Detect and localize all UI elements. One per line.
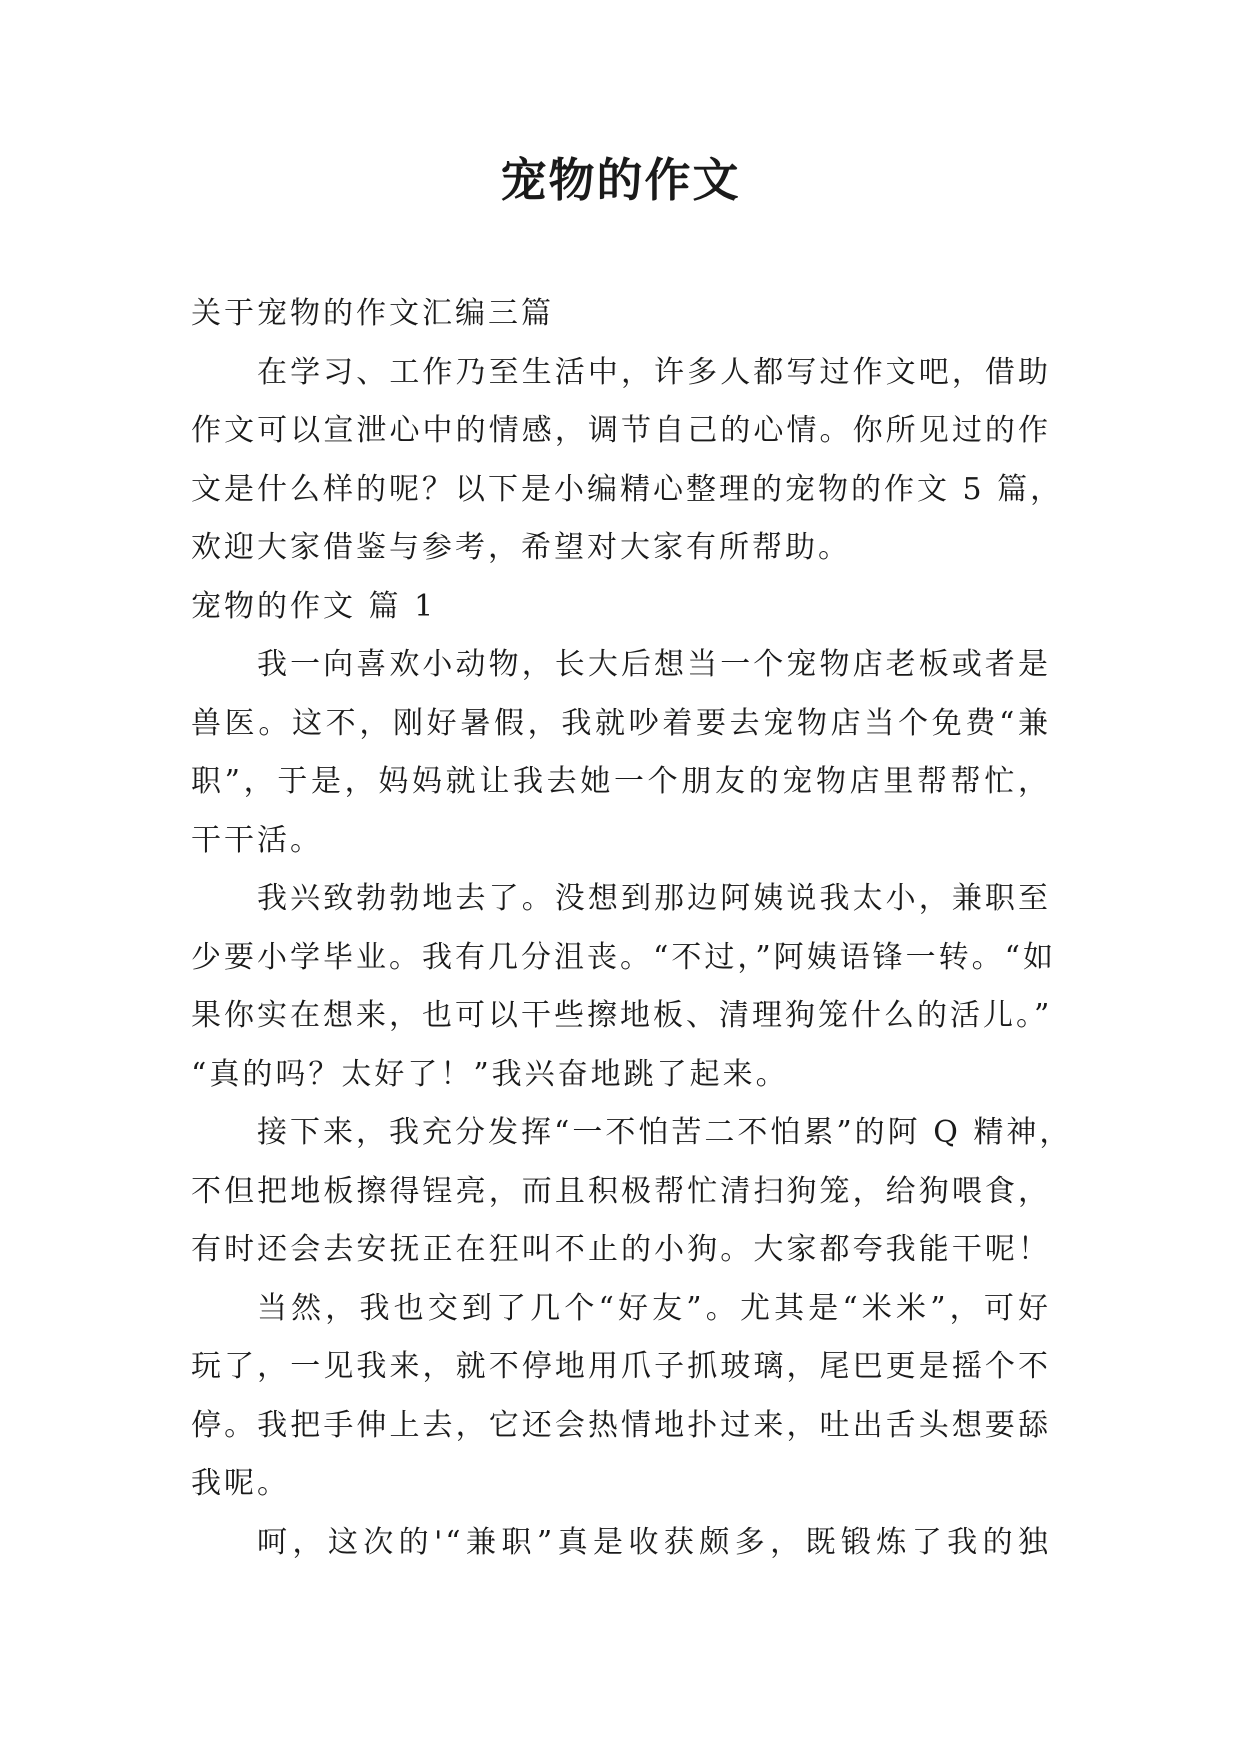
text-line: 兽医。这不，刚好暑假，我就吵着要去宠物店当个免费“兼 <box>191 705 1051 741</box>
text-line: 停。我把手伸上去，它还会热情地扑过来，吐出舌头想要舔 <box>191 1407 1051 1443</box>
text-line: 我呢。 <box>191 1466 290 1501</box>
section-heading-line: 宠物的作文 篇 1 <box>191 588 437 624</box>
text-line: 呵，这次的'“兼职”真是收获颇多，既锻炼了我的独 <box>257 1524 1051 1560</box>
text-line: 欢迎大家借鉴与参考，希望对大家有所帮助。 <box>191 530 851 565</box>
text-line: 我兴致勃勃地去了。没想到那边阿姨说我太小，兼职至 <box>257 881 1051 916</box>
text-line: 作文可以宣泄心中的情感，调节自己的心情。你所见过的作 <box>191 413 1051 448</box>
text-line: “真的吗？太好了！”我兴奋地跳了起来。 <box>191 1056 789 1092</box>
intro-heading-line: 关于宠物的作文汇编三篇 <box>191 296 554 331</box>
text-line: 我一向喜欢小动物，长大后想当一个宠物店老板或者是 <box>257 647 1051 682</box>
text-line: 接下来，我充分发挥“一不怕苦二不怕累”的阿 Q 精神， <box>257 1115 1073 1150</box>
text-line: 文是什么样的呢？以下是小编精心整理的宠物的作文 5 篇， <box>191 471 1064 507</box>
text-line: 果你实在想来，也可以干些擦地板、清理狗笼什么的活儿。” <box>191 998 1053 1033</box>
text-line: 在学习、工作乃至生活中，许多人都写过作文吧，借助 <box>257 354 1051 390</box>
text-line: 玩了，一见我来，就不停地用爪子抓玻璃，尾巴更是摇个不 <box>191 1349 1051 1384</box>
text-line: 不但把地板擦得锃亮，而且积极帮忙清扫狗笼，给狗喂食， <box>191 1173 1051 1209</box>
text-line: 有时还会去安抚正在狂叫不止的小狗。大家都夸我能干呢！ <box>191 1232 1051 1267</box>
text-line: 职”，于是，妈妈就让我去她一个朋友的宠物店里帮帮忙， <box>191 764 1051 799</box>
text-line: 干干活。 <box>191 822 323 858</box>
document-title: 宠物的作文 <box>500 153 741 207</box>
text-line: 少要小学毕业。我有几分沮丧。“不过，”阿姨语锋一转。“如 <box>191 939 1057 975</box>
text-line: 当然，我也交到了几个“好友”。尤其是“米米”，可好 <box>257 1290 1051 1326</box>
document-body <box>191 285 1073 1572</box>
